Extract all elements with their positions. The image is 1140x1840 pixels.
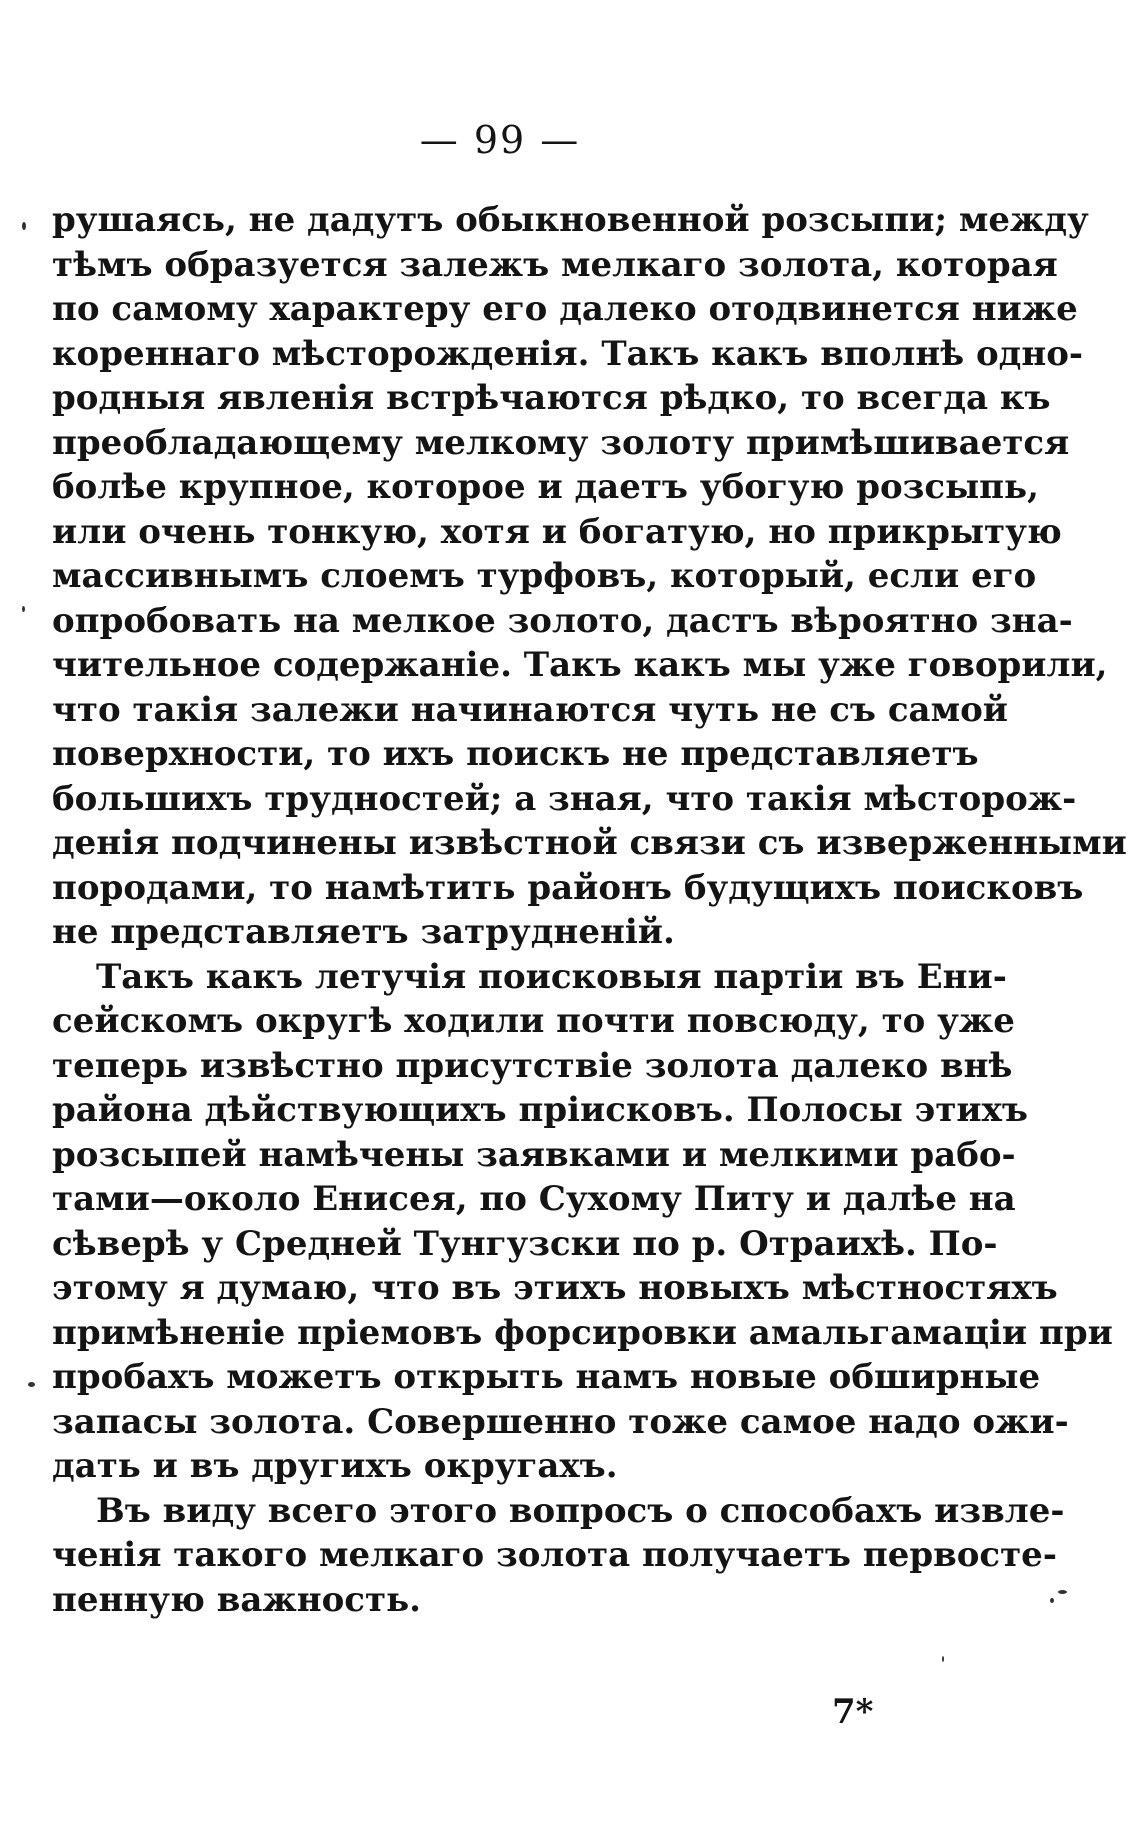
text-line: опробовать на мелкое золото, дастъ вѣроятно зна-	[52, 600, 1073, 641]
text-line: пенную важность.	[52, 1579, 421, 1620]
text-line: ченія такого мелкаго золота получаетъ первосте-	[52, 1535, 1057, 1575]
text-body	[52, 198, 1127, 1622]
text-line: денія подчинены извѣстной связи съ изверженными	[52, 823, 1127, 863]
text-line: рушаясь, не дадутъ обыкновенной розсыпи; между	[52, 200, 1089, 240]
scan-speck	[942, 1656, 944, 1662]
text-line: породами, то намѣтить районъ будущихъ поисковъ	[52, 867, 1084, 908]
paragraph	[52, 955, 1113, 1489]
text-line: кореннаго мѣсторожденія. Такъ какъ вполнѣ одно-	[52, 333, 1084, 374]
text-line: Такъ какъ летучія поисковыя партіи въ Ени-	[96, 956, 1007, 997]
scan-speck	[28, 1382, 35, 1387]
text-line: сѣверѣ у Средней Тунгузски по р. Отраихѣ. По-	[52, 1223, 998, 1264]
text-line: Въ виду всего этого вопросъ о способахъ извле-	[96, 1490, 1065, 1531]
text-line: по самому характеру его далеко отодвинется ниже	[52, 289, 1078, 329]
text-line: не представляетъ затрудненій.	[52, 912, 675, 952]
text-line: поверхности, то ихъ поискъ не представляетъ	[52, 734, 979, 774]
text-line: примѣненіе пріемовъ форсировки амальгамаціи при	[52, 1312, 1113, 1353]
text-line: чительное содержаніе. Такъ какъ мы уже говорили,	[52, 645, 1108, 685]
text-line: или очень тонкую, хотя и богатую, но прикрытую	[52, 511, 1062, 552]
text-line: района дѣйствующихъ пріисковъ. Полосы этихъ	[52, 1090, 1028, 1130]
paragraph	[52, 1489, 1065, 1623]
scan-speck	[1058, 1590, 1067, 1594]
text-line: сейскомъ округѣ ходили почти повсюду, то уже	[52, 1001, 1015, 1041]
scan-speck	[22, 606, 25, 612]
page-number: — 99 —	[419, 118, 581, 162]
scan-speck	[22, 222, 26, 230]
text-line: розсыпей намѣчены заявками и мелкими рабо-	[52, 1134, 1016, 1175]
scan-speck	[1050, 1598, 1054, 1603]
paragraph	[52, 198, 1127, 955]
text-line: родныя явленія встрѣчаются рѣдко, то всегда къ	[52, 378, 1051, 418]
text-line: тѣмъ образуется залежъ мелкаго золота, которая	[52, 244, 1058, 285]
text-line: запасы золота. Совершенно тоже самое надо ожи-	[52, 1401, 1069, 1442]
text-line: этому я думаю, что въ этихъ новыхъ мѣстностяхъ	[52, 1268, 1058, 1308]
text-line: тами—около Енисея, по Сухому Питу и далѣе на	[52, 1179, 1016, 1219]
text-line: массивнымъ слоемъ турфовъ, который, если его	[52, 556, 1037, 596]
text-line: дать и въ другихъ округахъ.	[52, 1446, 618, 1486]
text-line: что такія залежи начинаются чуть не съ самой	[52, 689, 1009, 730]
text-line: большихъ трудностей; а зная, что такія мѣсторож-	[52, 778, 1077, 819]
text-line: болѣе крупное, которое и даетъ убогую розсыпь,	[52, 467, 1039, 507]
text-line: пробахъ можетъ открыть намъ новые обширные	[52, 1357, 1041, 1397]
text-line: теперь извѣстно присутствіе золота далеко внѣ	[52, 1045, 1013, 1086]
signature-mark: 7*	[832, 1692, 874, 1732]
text-line: преобладающему мелкому золоту примѣшивается	[52, 422, 1070, 463]
